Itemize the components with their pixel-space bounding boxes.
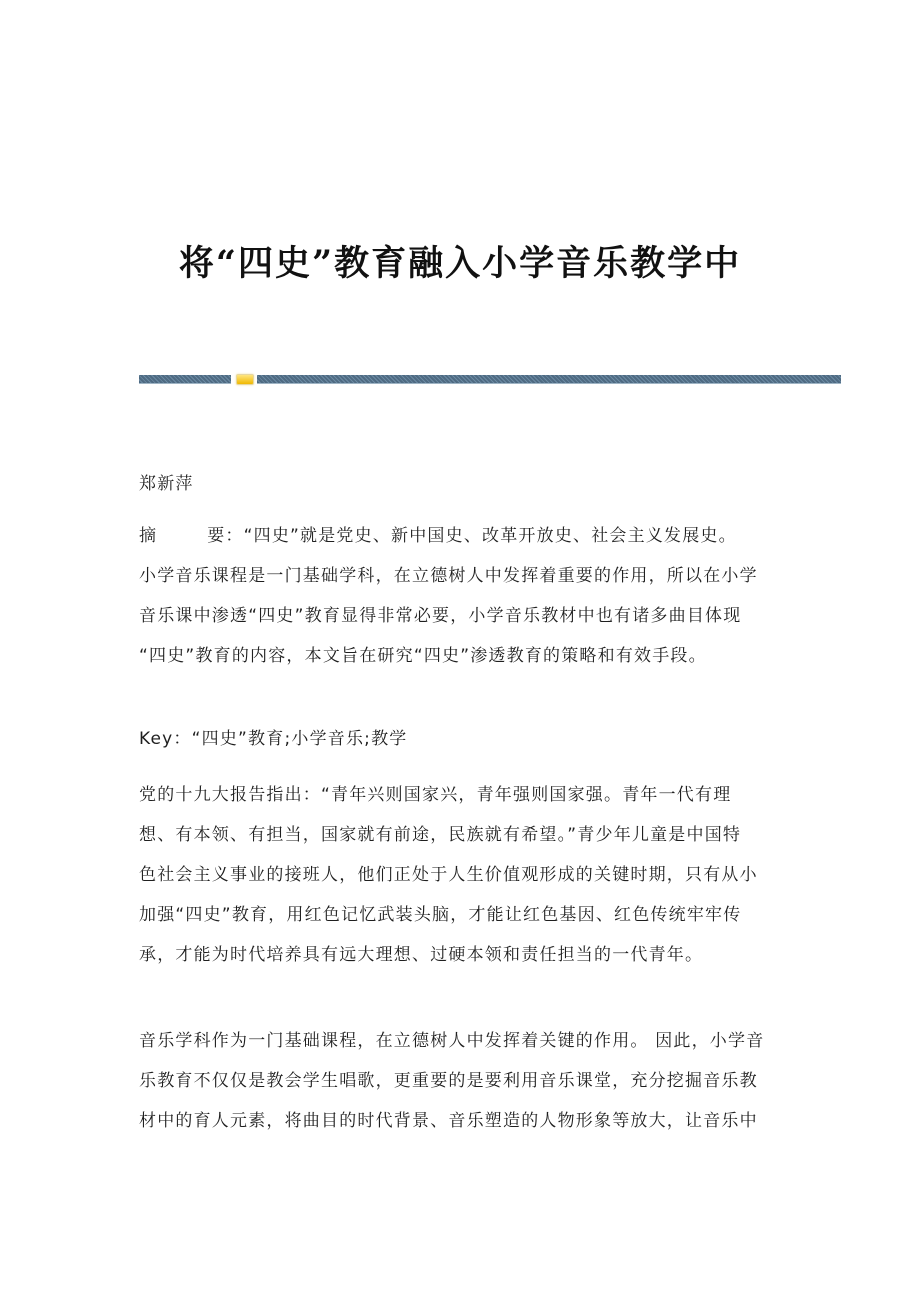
divider-ornament-icon [236, 374, 254, 385]
body-paragraph [139, 1021, 764, 1141]
abstract [139, 516, 758, 676]
author-name: 郑新萍 [139, 474, 194, 494]
keywords-value: “四史”教育;小学音乐;教学 [191, 729, 408, 749]
abstract-line: 小学音乐课程是一门基础学科，在立德树人中发挥着重要的作用，所以在小学 [139, 566, 758, 586]
paragraph-line: 加强“四史”教育，用红色记忆武装头脑，才能让红色基因、红色传统牢牢传 [139, 905, 742, 925]
paragraph-line: 色社会主义事业的接班人，他们正处于人生价值观形成的关键时期，只有从小 [139, 865, 758, 885]
divider-bar-left [139, 375, 231, 384]
abstract-label-right: 要： [207, 526, 244, 546]
paragraph-line: 乐教育不仅仅是教会学生唱歌，更重要的是要利用音乐课堂，充分挖掘音乐教 [139, 1071, 758, 1091]
paragraph-line: 材中的育人元素，将曲目的时代背景、音乐塑造的人物形象等放大，让音乐中 [139, 1111, 758, 1131]
title-divider [139, 375, 841, 384]
divider-bar-right [257, 375, 841, 384]
paragraph-line: 音乐学科作为一门基础课程，在立德树人中发挥着关键的作用。 因此，小学音 [139, 1031, 765, 1051]
abstract-line: 音乐课中渗透“四史”教育显得非常必要，小学音乐教材中也有诸多曲目体现 [139, 606, 742, 626]
paragraph-line: 想、有本领、有担当，国家就有前途，民族就有希望。”青少年儿童是中国特 [139, 825, 742, 845]
abstract-label-left: 摘 [139, 526, 158, 546]
keywords [139, 719, 408, 759]
keywords-label: Key： [139, 729, 192, 749]
paragraph-line: 党的十九大报告指出：“青年兴则国家兴，青年强则国家强。青年一代有理 [139, 785, 732, 805]
document-title: 将“四史”教育融入小学音乐教学中 [178, 243, 742, 285]
body-paragraph [139, 775, 758, 975]
paragraph-line: 承，才能为时代培养具有远大理想、过硬本领和责任担当的一代青年。 [139, 945, 704, 965]
abstract-line: “四史”教育的内容，本文旨在研究“四史”渗透教育的策略和有效手段。 [139, 646, 707, 666]
abstract-text: “四史”就是党史、新中国史、改革开放史、社会主义发展史。 [243, 526, 737, 546]
abstract-line [139, 516, 758, 556]
